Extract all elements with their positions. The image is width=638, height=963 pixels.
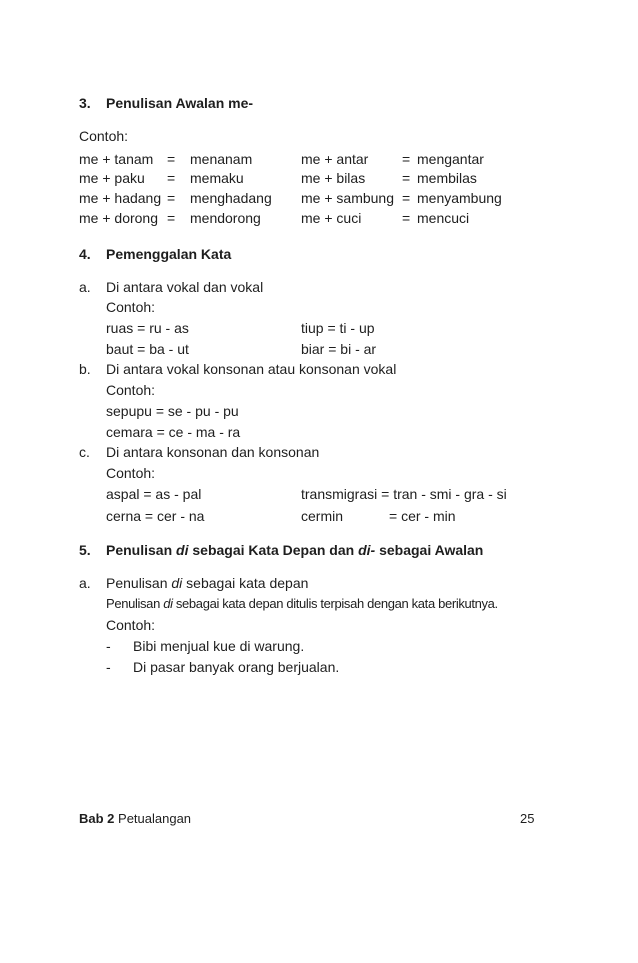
sub-b-letter: b.: [79, 361, 91, 377]
footer-title: Petualangan: [114, 811, 192, 826]
sub-b-contoh: Contoh:: [106, 382, 156, 398]
footer-bab: Bab 2: [79, 811, 115, 826]
example-cell: mencuci: [417, 210, 470, 226]
example-cell: me + paku: [79, 170, 145, 186]
section-4-title: Pemenggalan Kata: [106, 246, 232, 262]
equals-sign: =: [402, 210, 411, 226]
section-5-title-di: di-: [358, 542, 376, 558]
example-right: cermin: [301, 508, 344, 524]
example-left: cerna = cer - na: [106, 508, 205, 524]
section-4-number: 4.: [79, 246, 91, 262]
section-5-title: [106, 542, 483, 558]
example-cell: me + antar: [301, 151, 369, 167]
section-3-number: 3.: [79, 95, 91, 111]
section-5-title-part: sebagai Kata Depan dan: [188, 542, 359, 558]
example-right: biar = bi - ar: [301, 341, 377, 357]
equals-sign: =: [167, 210, 176, 226]
bullet-text: Di pasar banyak orang berjualan.: [133, 659, 340, 675]
sub-a-letter: a.: [79, 279, 91, 295]
example-cell: me + tanam: [79, 151, 154, 167]
heading-part: sebagai kata depan: [182, 575, 309, 591]
bullet-dash: -: [106, 638, 111, 654]
example-right: = cer - min: [389, 508, 456, 524]
footer-chapter: [79, 811, 191, 827]
example-cell: mengantar: [417, 151, 484, 167]
paragraph-di: di: [163, 596, 173, 611]
bullet-dash: -: [106, 659, 111, 675]
equals-sign: =: [167, 190, 176, 206]
page-number: 25: [520, 811, 535, 826]
example-cell: menghadang: [190, 190, 272, 206]
equals-sign: =: [402, 170, 411, 186]
paragraph-part: Penulisan: [106, 596, 164, 611]
sub-c-heading: Di antara konsonan dan konsonan: [106, 444, 320, 460]
example-left: baut = ba - ut: [106, 341, 189, 357]
example-cell: memaku: [190, 170, 244, 186]
heading-part: Penulisan: [106, 575, 172, 591]
sub-b-heading: Di antara vokal konsonan atau konsonan vokal: [106, 361, 397, 377]
paragraph-part: sebagai kata depan ditulis terpisah dengan kata berikutnya.: [172, 596, 498, 611]
sub-a-letter: a.: [79, 575, 91, 591]
section-3-contoh: Contoh:: [79, 128, 129, 144]
section-5-title-part: sebagai Awalan: [375, 542, 484, 558]
example-cell: me + cuci: [301, 210, 362, 226]
sub-c-letter: c.: [79, 444, 90, 460]
example-left: ruas = ru - as: [106, 320, 189, 336]
equals-sign: =: [402, 190, 411, 206]
sub-a-paragraph: [106, 596, 498, 612]
sub-a-heading: Di antara vokal dan vokal: [106, 279, 264, 295]
example-left: aspal = as - pal: [106, 486, 202, 502]
example-cell: menanam: [190, 151, 253, 167]
equals-sign: =: [402, 151, 411, 167]
section-5-number: 5.: [79, 542, 91, 558]
section-5-title-di: di: [176, 542, 189, 558]
sub-a-contoh: Contoh:: [106, 299, 156, 315]
example-cell: me + sambung: [301, 190, 394, 206]
example-right: tiup = ti - up: [301, 320, 375, 336]
example-left: cemara = ce - ma - ra: [106, 424, 241, 440]
heading-di: di: [171, 575, 183, 591]
section-3-title: Penulisan Awalan me-: [106, 95, 254, 111]
section-5-title-part: Penulisan: [106, 542, 177, 558]
bullet-text: Bibi menjual kue di warung.: [133, 638, 305, 654]
example-cell: mendorong: [190, 210, 261, 226]
example-cell: membilas: [417, 170, 477, 186]
equals-sign: =: [167, 151, 176, 167]
example-cell: me + dorong: [79, 210, 158, 226]
sub-c-contoh: Contoh:: [106, 465, 156, 481]
example-right: transmigrasi = tran - smi - gra - si: [301, 486, 507, 502]
example-left: sepupu = se - pu - pu: [106, 403, 239, 419]
example-cell: me + bilas: [301, 170, 366, 186]
example-cell: menyambung: [417, 190, 502, 206]
equals-sign: =: [167, 170, 176, 186]
example-cell: me + hadang: [79, 190, 162, 206]
sub-a-heading: [106, 575, 308, 591]
sub-a-contoh: Contoh:: [106, 617, 156, 633]
